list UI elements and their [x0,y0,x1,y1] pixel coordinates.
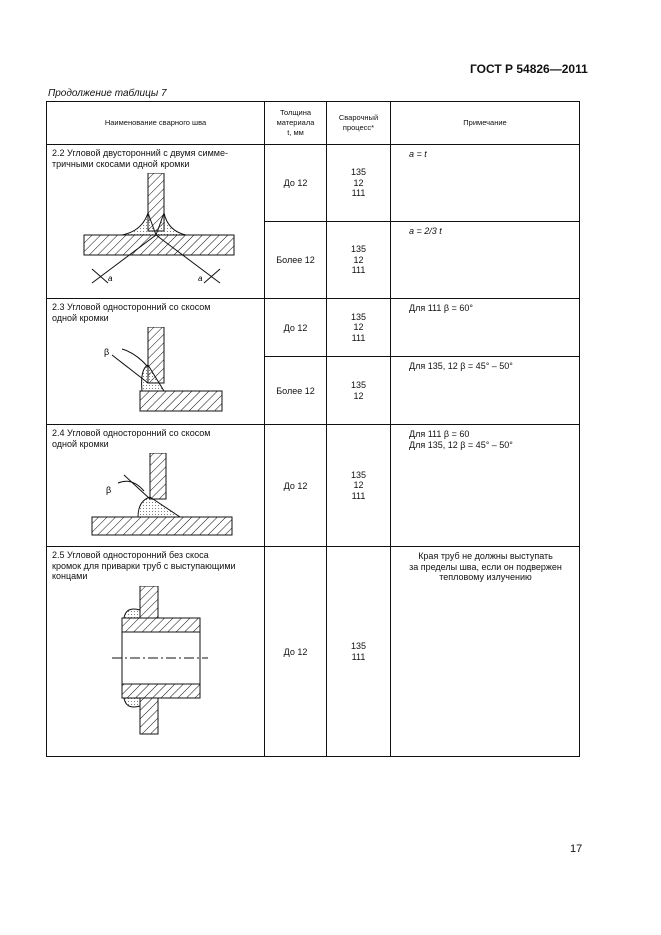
row-2-4-thickness: До 12 [265,425,327,547]
row-2-5-thickness: До 12 [265,547,327,757]
weld-table [46,101,580,757]
row-2-2-name: 2.2 Угловой двусторонний с двумя симме- тричными скосами одной кромки a a [47,145,265,299]
row-2-2a-thickness: До 12 [265,145,327,222]
weld-figure-2-5 [52,586,252,746]
table-row [47,425,580,547]
row-2-2b-thickness: Более 12 [265,222,327,299]
table-row [47,547,580,757]
page-number: 17 [570,843,583,855]
row-2-3a-process: 135 12 111 [327,299,391,357]
weld-figure-2-4 [52,453,252,545]
row-2-5-note: Края труб не должны выступать за пределы шва, если он подвержен тепловому излучению [391,547,580,757]
row-2-3b-thickness: Более 12 [265,357,327,425]
row-2-4-note: Для 111 β = 60 Для 135, 12 β = 45° – 50° [391,425,580,547]
row-2-3b-process: 135 12 [327,357,391,425]
weld-figure-2-2 [52,173,252,291]
col-header-note: Примечание [391,102,580,145]
row-2-2b-process: 135 12 111 [327,222,391,299]
row-2-3a-note: Для 111 β = 60° [391,299,580,357]
svg-text:a: a [198,274,203,283]
row-2-3b-note: Для 135, 12 β = 45° – 50° [391,357,580,425]
row-2-2a-process: 135 12 111 [327,145,391,222]
row-2-2a-note: a = t [391,145,580,222]
svg-text:β: β [106,485,112,495]
header-row [47,102,580,145]
table-row [47,299,580,357]
table-continuation-label: Продолжение таблицы 7 [48,88,167,99]
svg-text:β: β [104,347,110,357]
row-2-5-process: 135 111 [327,547,391,757]
col-header-process: Сварочный процесс* [327,102,391,145]
row-2-3a-thickness: До 12 [265,299,327,357]
row-2-3-name: 2.3 Угловой односторонний со скосом одной кромки β [47,299,265,425]
row-2-2b-note: a = 2/3 t [391,222,580,299]
row-2-5-name: 2.5 Угловой односторонний без скоса кромок для приварки труб с выступающими концами [47,547,265,757]
col-header-thickness: Толщина материала t, мм [265,102,327,145]
row-2-4-process: 135 12 111 [327,425,391,547]
col-header-name: Наименование сварного шва [47,102,265,145]
svg-text:a: a [108,274,113,283]
table-row [47,145,580,222]
standard-number: ГОСТ Р 54826—2011 [470,62,588,76]
row-2-4-name: 2.4 Угловой односторонний со скосом одной кромки β [47,425,265,547]
weld-figure-2-3 [52,327,252,421]
